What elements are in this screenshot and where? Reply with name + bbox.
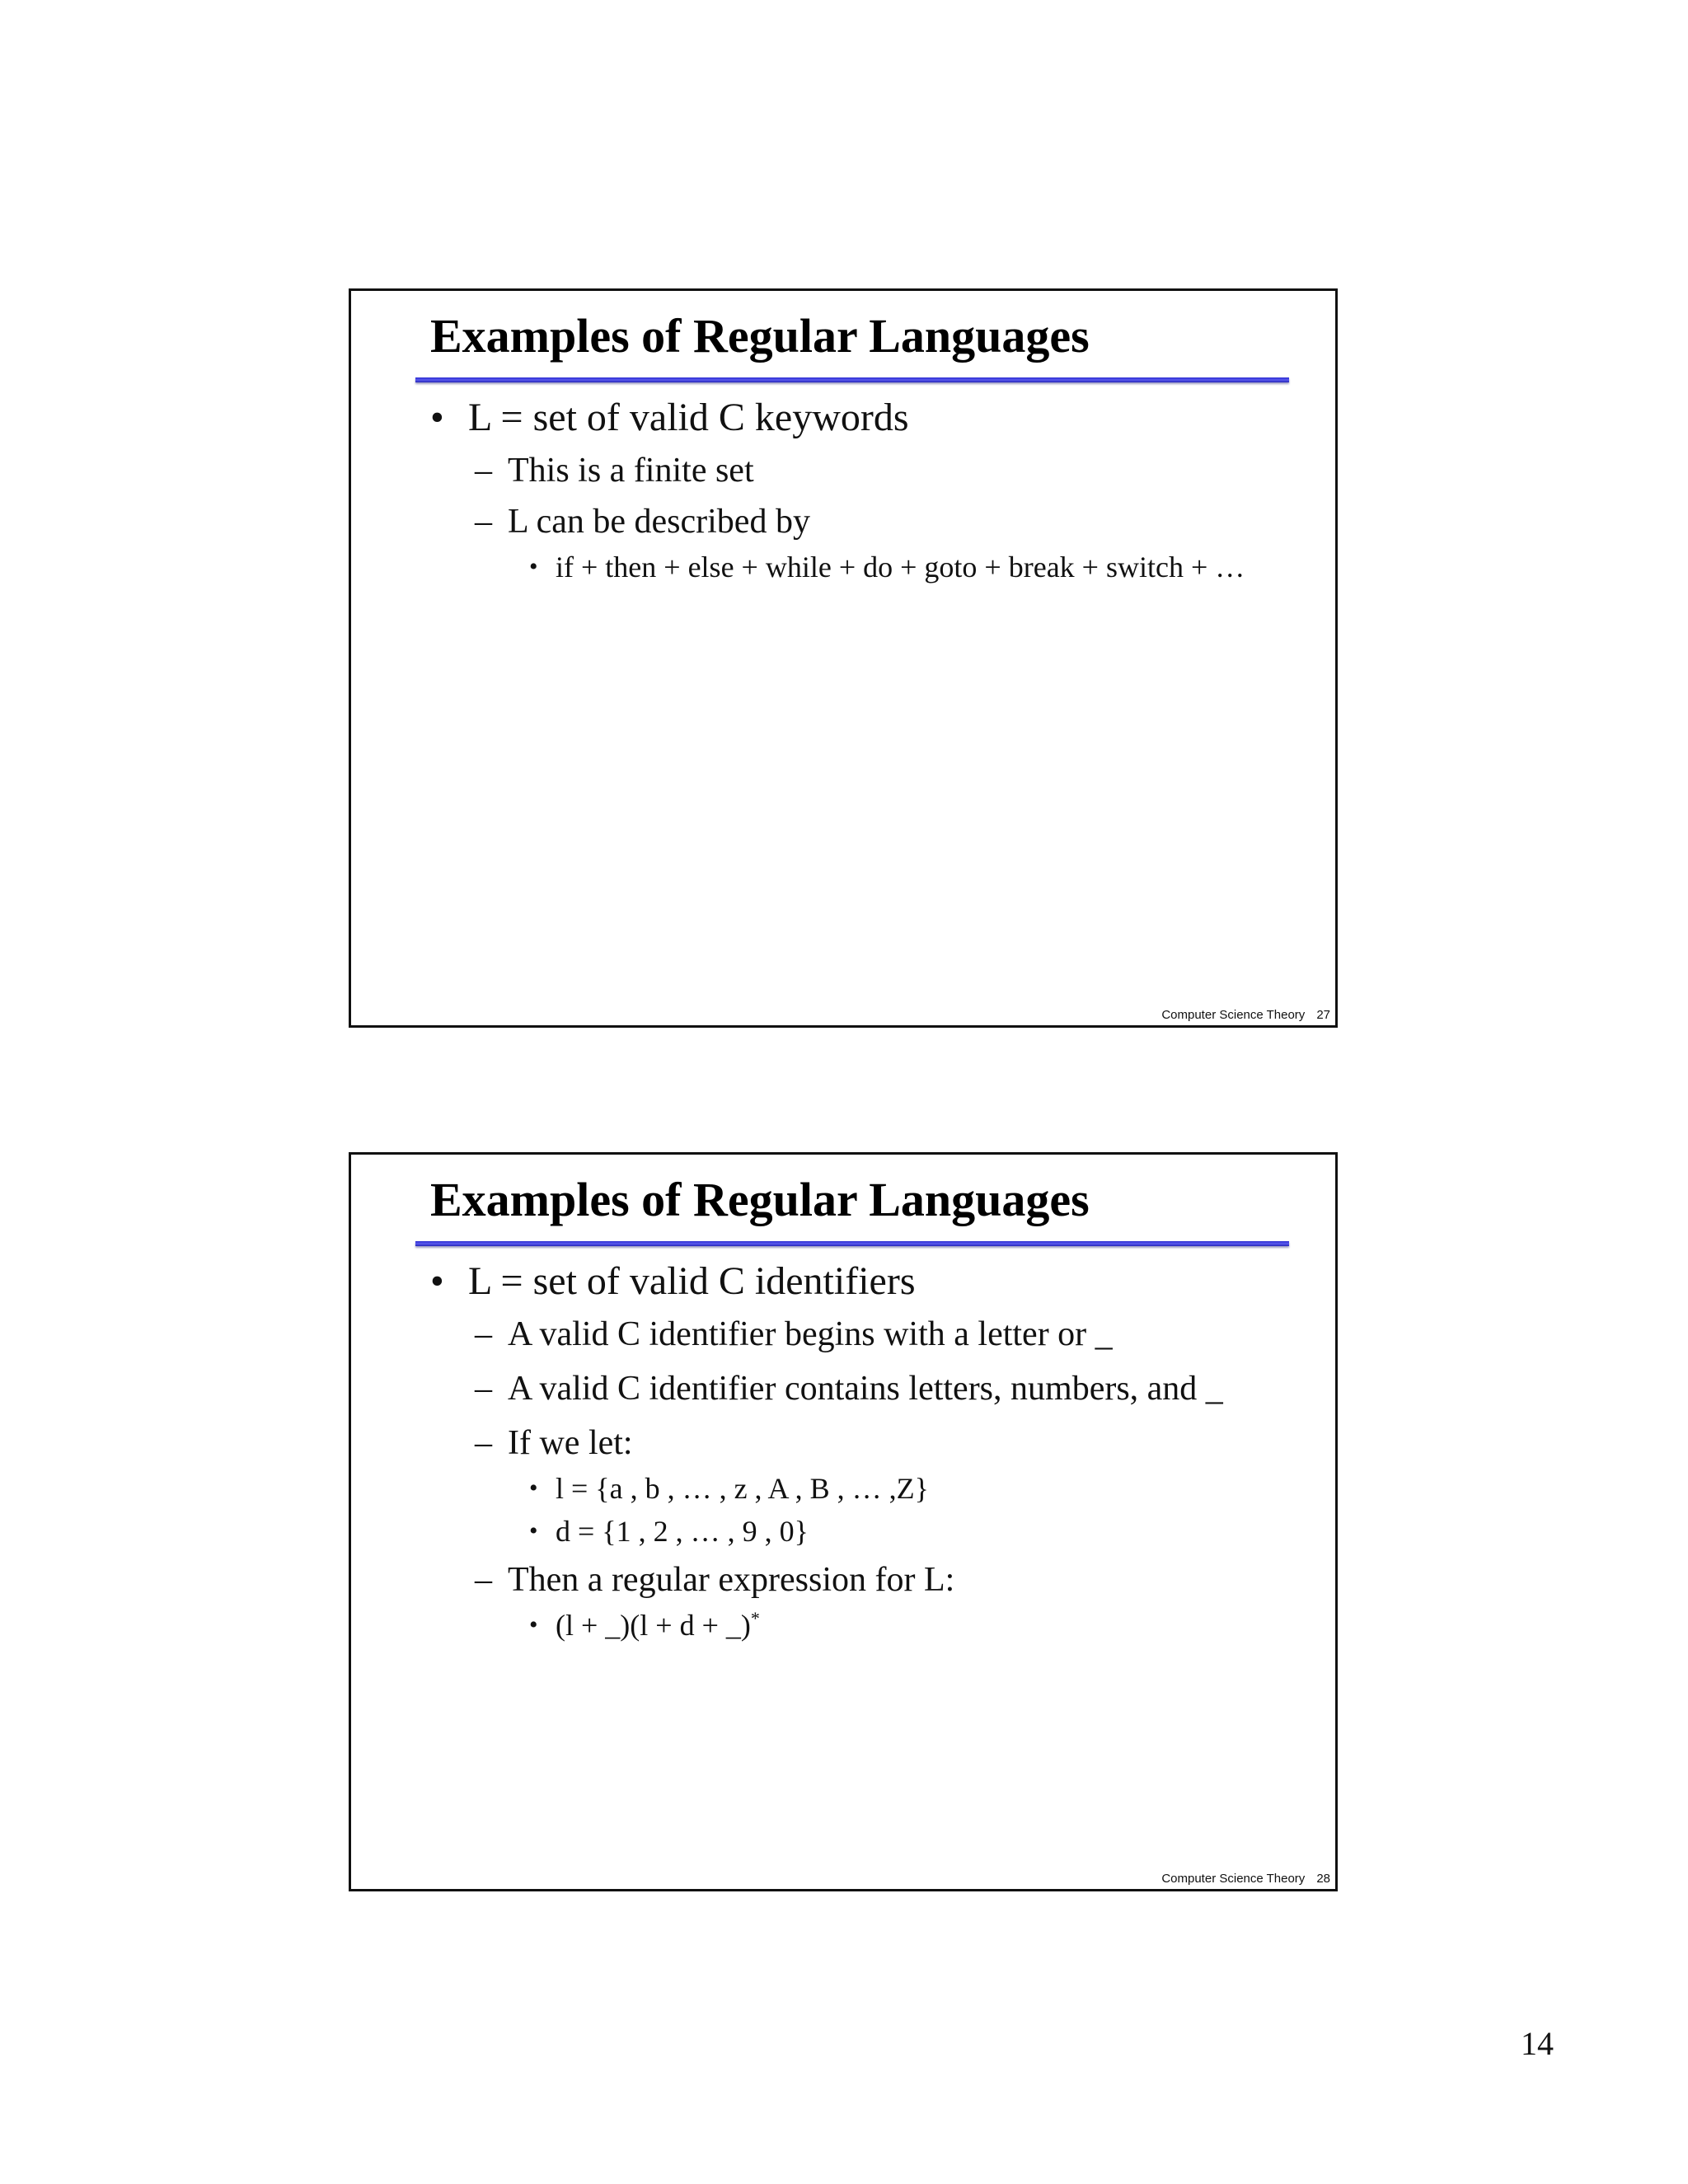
slide-number: 28 xyxy=(1316,1872,1330,1886)
sub-sub-bullet-item xyxy=(529,1510,1286,1553)
slide-28 xyxy=(349,1152,1338,1891)
slide-title: Examples of Regular Languages xyxy=(430,309,1090,363)
bullet-text: L = set of valid C keywords xyxy=(468,396,909,439)
bullet-text: l = {a , b , … , z , A , B , … ,Z} xyxy=(556,1472,929,1505)
bullet-text: A valid C identifier contains letters, numbers, and _ xyxy=(508,1370,1223,1408)
bullet-marker: • xyxy=(430,396,444,439)
slide-content xyxy=(430,1258,1286,1647)
sub-bullet-item xyxy=(475,1361,1233,1416)
slide-27 xyxy=(349,288,1338,1028)
dash-marker: – xyxy=(475,452,492,490)
sub-sub-bullet-item xyxy=(529,1604,1286,1647)
bullet-marker: • xyxy=(529,1474,538,1502)
slide-content xyxy=(430,394,1286,588)
sub-bullet-item xyxy=(475,1556,1286,1604)
bullet-text: if + then + else + while + do + goto + break + switch + … xyxy=(556,551,1245,583)
bullet-text: L = set of valid C identifiers xyxy=(468,1259,916,1303)
slide-footer xyxy=(1161,1871,1330,1887)
title-underline xyxy=(415,377,1289,382)
dash-marker: – xyxy=(475,1370,492,1408)
sub-sub-bullet-item xyxy=(529,546,1264,588)
bullet-marker: • xyxy=(430,1259,444,1303)
bullet-item xyxy=(430,1258,1286,1305)
sub-bullet-item xyxy=(475,447,1286,494)
dash-marker: – xyxy=(475,1561,492,1599)
slide-title: Examples of Regular Languages xyxy=(430,1173,1090,1226)
bullet-marker: • xyxy=(529,553,538,580)
sub-bullet-item xyxy=(475,498,1286,546)
dash-marker: – xyxy=(475,503,492,541)
sub-bullet-item xyxy=(475,1419,1286,1467)
dash-marker: – xyxy=(475,1424,492,1462)
bullet-marker: • xyxy=(529,1517,538,1544)
bullet-text: This is a finite set xyxy=(508,452,754,490)
slide-number: 27 xyxy=(1316,1008,1330,1022)
slide-footer xyxy=(1161,1007,1330,1024)
bullet-text: A valid C identifier begins with a letter or _ xyxy=(508,1315,1113,1353)
dash-marker: – xyxy=(475,1315,492,1353)
bullet-text: If we let: xyxy=(508,1424,633,1462)
bullet-text: (l + _)(l + d + _) xyxy=(556,1609,751,1642)
sub-bullet-item xyxy=(475,1310,1286,1358)
footer-course: Computer Science Theory xyxy=(1161,1872,1306,1886)
bullet-text: L can be described by xyxy=(508,503,810,541)
page-number: 14 xyxy=(1521,2025,1554,2062)
bullet-text: d = {1 , 2 , … , 9 , 0} xyxy=(556,1515,809,1548)
footer-course: Computer Science Theory xyxy=(1161,1008,1306,1022)
sub-sub-bullet-item xyxy=(529,1467,1286,1510)
bullet-text: Then a regular expression for L: xyxy=(508,1561,955,1599)
kleene-star: * xyxy=(750,1608,760,1629)
title-underline xyxy=(415,1241,1289,1246)
bullet-item xyxy=(430,394,1286,442)
bullet-marker: • xyxy=(529,1611,538,1638)
